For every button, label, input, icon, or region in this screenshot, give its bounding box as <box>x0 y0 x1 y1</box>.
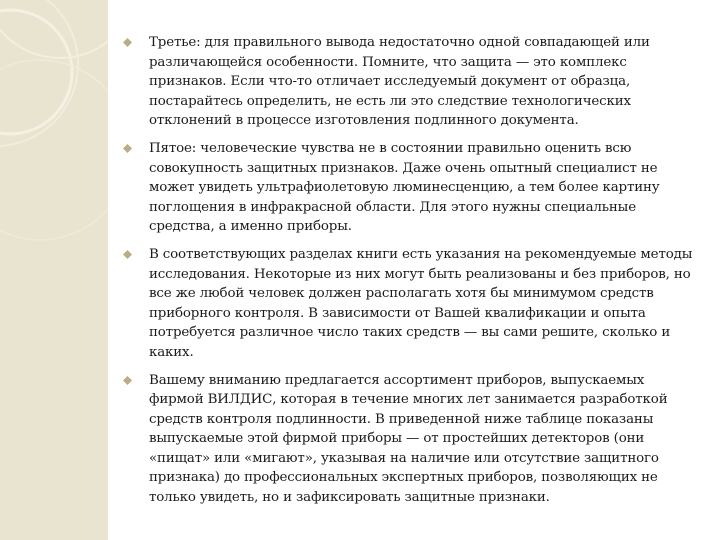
bullet-text: Третье: для правильного вывода недостаточно одной совпадающей или различающейся особенности. Помните, что защита — это комплекс признаков. Если что-то отличает исследуемый документ от образца, постарайтесь определить, не есть ли это следствие технологических отклонений в процессе изготовления подлинного документа. <box>149 35 650 129</box>
bullet-text: В соответствующих разделах книги есть указания на рекомендуемые методы исследования. Некоторые из них могут быть реализованы и без приборов, но все же любой человек должен располагать хотя бы минимумом средств приборного контроля. В зависимости от Вашей квалификации и опыта потребуется различное число таких средств — вы сами решите, сколько и каких. <box>149 246 693 360</box>
bullet-text: Пятое: человеческие чувства не в состоянии правильно оценить всю совокупность защитных признаков. Даже очень опытный специалист не может увидеть ультрафиолетовую люминесценцию, а тем более картину поглощения в инфракрасной области. Для этого нужны специальные средства, а именно приборы. <box>149 140 660 235</box>
bullet-diamond-icon <box>123 38 132 47</box>
bullet-text: Вашему вниманию предлагается ассортимент приборов, выпускаемых фирмой ВИЛДИС, которая в течение многих лет занимается разработкой средств контроля подлинности. В приведенной ниже таблице показаны выпускаемые этой фирмой приборы — от простейших детекторов (они «пищат» или «мигают», указывая на наличие или отсутствие защитного признака) до профессиональных экспертных приборов, позволяющих не только увидеть, но и зафиксировать защитные признаки. <box>149 372 668 506</box>
list-item <box>121 371 699 508</box>
decorative-arcs <box>0 0 108 540</box>
list-item <box>121 139 699 237</box>
bullet-diamond-icon <box>123 376 132 385</box>
bullet-diamond-icon <box>123 144 132 153</box>
bullet-diamond-icon <box>123 250 132 259</box>
decorative-side-panel <box>0 0 108 540</box>
list-item <box>121 245 699 363</box>
list-item <box>121 33 699 131</box>
bullet-list <box>121 33 699 516</box>
